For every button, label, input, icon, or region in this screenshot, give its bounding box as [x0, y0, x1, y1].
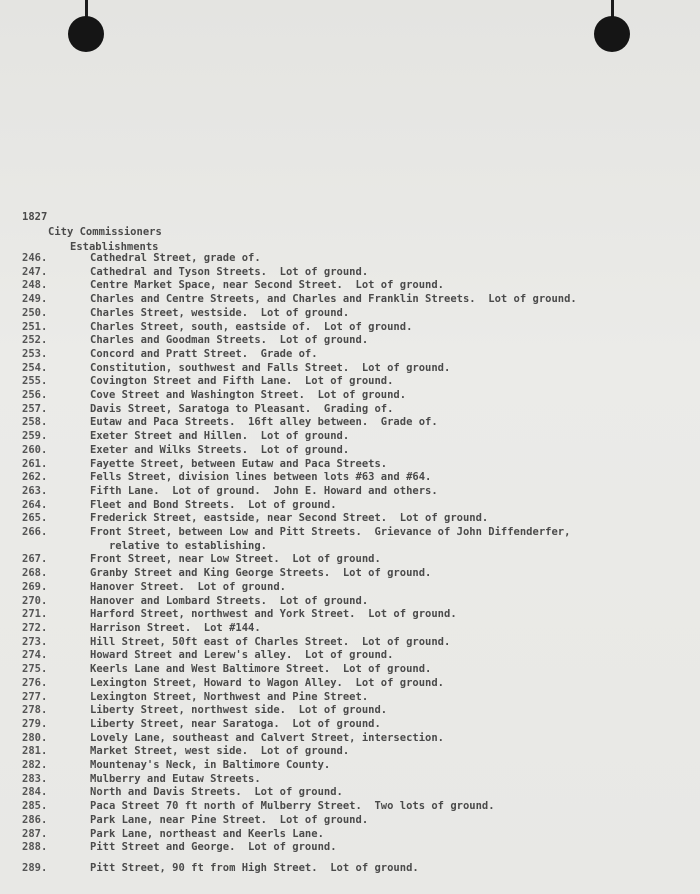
entry-text: Fifth Lane. Lot of ground. John E. Howard and others. — [90, 484, 438, 497]
entry-number: 284. — [22, 786, 48, 799]
list-item — [22, 814, 682, 828]
entry-spacer — [22, 855, 682, 862]
entry-number: 249. — [22, 293, 48, 306]
list-item — [22, 279, 682, 293]
entry-text: Covington Street and Fifth Lane. Lot of ground. — [90, 375, 394, 388]
list-item — [22, 362, 682, 376]
list-item — [22, 608, 682, 622]
entry-text: Charles and Goodman Streets. Lot of ground. — [90, 334, 369, 347]
entry-number: 287. — [22, 827, 48, 840]
list-item — [22, 649, 682, 663]
list-item — [22, 307, 682, 321]
punch-hole-left — [68, 16, 104, 52]
entry-number: 272. — [22, 621, 48, 634]
entry-number: 276. — [22, 676, 48, 689]
list-item — [22, 293, 682, 307]
list-item — [22, 581, 682, 595]
list-item — [22, 786, 682, 800]
list-item — [22, 444, 682, 458]
entry-number: 250. — [22, 306, 48, 319]
entry-text: Exeter Street and Hillen. Lot of ground. — [90, 430, 350, 443]
entry-number: 273. — [22, 635, 48, 648]
list-item — [22, 553, 682, 567]
list-item — [22, 800, 682, 814]
entry-text: Liberty Street, northwest side. Lot of ground. — [90, 704, 388, 717]
entry-number: 269. — [22, 580, 48, 593]
list-item — [22, 622, 682, 636]
entry-number: 251. — [22, 320, 48, 333]
entry-number: 277. — [22, 690, 48, 703]
entry-number: 256. — [22, 389, 48, 402]
entry-text: Exeter and Wilks Streets. Lot of ground. — [90, 443, 350, 456]
entry-number: 270. — [22, 594, 48, 607]
entry-number: 278. — [22, 704, 48, 717]
entry-number: 259. — [22, 430, 48, 443]
entry-number: 279. — [22, 717, 48, 730]
entry-number: 285. — [22, 800, 48, 813]
entry-number: 289. — [22, 861, 48, 874]
entry-text: Park Lane, northeast and Keerls Lane. — [90, 827, 324, 840]
entry-text: Charles Street, westside. Lot of ground. — [90, 306, 350, 319]
list-item — [22, 862, 682, 876]
list-item — [22, 348, 682, 362]
document-header — [22, 210, 162, 255]
entry-text: Hill Street, 50ft east of Charles Street. Lot of ground. — [90, 635, 451, 648]
list-item — [22, 499, 682, 513]
entry-number: 262. — [22, 471, 48, 484]
list-item — [22, 595, 682, 609]
list-item — [22, 252, 682, 266]
list-item — [22, 704, 682, 718]
entry-text: Front Street, near Low Street. Lot of ground. — [90, 553, 381, 566]
entry-number — [22, 540, 90, 554]
entry-number: 271. — [22, 608, 48, 621]
list-item — [22, 416, 682, 430]
entry-text: Front Street, between Low and Pitt Streets. Grievance of John Diffenderfer, — [90, 526, 571, 539]
header-section: Establishments — [70, 241, 159, 253]
entry-text: Charles Street, south, eastside of. Lot of ground. — [90, 320, 413, 333]
entry-number: 268. — [22, 567, 48, 580]
entry-number: 264. — [22, 498, 48, 511]
entry-text: Fells Street, division lines between lots #63 and #64. — [90, 471, 432, 484]
list-item — [22, 403, 682, 417]
entry-number: 247. — [22, 265, 48, 278]
entry-text: Pitt Street, 90 ft from High Street. Lot of ground. — [90, 861, 419, 874]
entry-text: Frederick Street, eastside, near Second Street. Lot of ground. — [90, 512, 489, 525]
entry-text: Park Lane, near Pine Street. Lot of ground. — [90, 813, 369, 826]
entry-text: Lexington Street, Northwest and Pine Street. — [90, 690, 369, 703]
entry-number: 260. — [22, 443, 48, 456]
entry-number: 248. — [22, 279, 48, 292]
entry-number: 266. — [22, 526, 48, 539]
entry-number: 267. — [22, 553, 48, 566]
entry-text: Cove Street and Washington Street. Lot of ground. — [90, 389, 407, 402]
entry-number: 254. — [22, 361, 48, 374]
list-item — [22, 567, 682, 581]
list-item — [22, 321, 682, 335]
header-year: 1827 — [22, 211, 48, 223]
list-item — [22, 828, 682, 842]
entry-number: 283. — [22, 772, 48, 785]
entry-text: Granby Street and King George Streets. Lot of ground. — [90, 567, 432, 580]
entry-text: Mulberry and Eutaw Streets. — [90, 772, 261, 785]
entry-number: 258. — [22, 416, 48, 429]
entry-list — [22, 252, 682, 876]
entry-text: Paca Street 70 ft north of Mulberry Street. Two lots of ground. — [90, 800, 495, 813]
entry-text: Concord and Pratt Street. Grade of. — [90, 347, 318, 360]
entry-text: relative to establishing. — [90, 539, 268, 552]
entry-text: North and Davis Streets. Lot of ground. — [90, 786, 343, 799]
list-item — [22, 540, 682, 554]
entry-text: Hanover and Lombard Streets. Lot of ground. — [90, 594, 369, 607]
list-item — [22, 430, 682, 444]
entry-text: Hanover Street. Lot of ground. — [90, 580, 286, 593]
header-department: City Commissioners — [48, 226, 162, 238]
entry-number: 255. — [22, 375, 48, 388]
entry-text: Cathedral Street, grade of. — [90, 252, 261, 264]
entry-number: 261. — [22, 457, 48, 470]
list-item — [22, 266, 682, 280]
entry-text: Keerls Lane and West Baltimore Street. Lot of ground. — [90, 663, 432, 676]
list-item — [22, 526, 682, 540]
entry-number: 263. — [22, 484, 48, 497]
entry-text: Fleet and Bond Streets. Lot of ground. — [90, 498, 337, 511]
entry-text: Pitt Street and George. Lot of ground. — [90, 841, 337, 854]
entry-text: Centre Market Space, near Second Street. Lot of ground. — [90, 279, 445, 292]
list-item — [22, 663, 682, 677]
entry-text: Lovely Lane, southeast and Calvert Street, intersection. — [90, 731, 445, 744]
list-item — [22, 773, 682, 787]
entry-number: 286. — [22, 813, 48, 826]
entry-text: Harrison Street. Lot #144. — [90, 621, 261, 634]
entry-number: 288. — [22, 841, 48, 854]
entry-text: Howard Street and Lerew's alley. Lot of ground. — [90, 649, 394, 662]
list-item — [22, 732, 682, 746]
entry-text: Fayette Street, between Eutaw and Paca Streets. — [90, 457, 388, 470]
entry-text: Eutaw and Paca Streets. 16ft alley between. Grade of. — [90, 416, 438, 429]
list-item — [22, 745, 682, 759]
entry-text: Mountenay's Neck, in Baltimore County. — [90, 759, 331, 772]
entry-number: 257. — [22, 402, 48, 415]
list-item — [22, 691, 682, 705]
entry-number: 246. — [22, 252, 48, 264]
list-item — [22, 841, 682, 855]
entry-number: 281. — [22, 745, 48, 758]
entry-number: 265. — [22, 512, 48, 525]
list-item — [22, 759, 682, 773]
list-item — [22, 718, 682, 732]
list-item — [22, 471, 682, 485]
punch-hole-right — [594, 16, 630, 52]
entry-number: 282. — [22, 759, 48, 772]
entry-number: 253. — [22, 347, 48, 360]
entry-text: Liberty Street, near Saratoga. Lot of ground. — [90, 717, 381, 730]
entry-number: 280. — [22, 731, 48, 744]
list-item — [22, 334, 682, 348]
entry-text: Charles and Centre Streets, and Charles and Franklin Streets. Lot of ground. — [90, 293, 577, 306]
entry-text: Market Street, west side. Lot of ground. — [90, 745, 350, 758]
list-item — [22, 485, 682, 499]
entry-text: Lexington Street, Howard to Wagon Alley. Lot of ground. — [90, 676, 445, 689]
entry-text: Davis Street, Saratoga to Pleasant. Grading of. — [90, 402, 394, 415]
list-item — [22, 636, 682, 650]
entry-text: Constitution, southwest and Falls Street. Lot of ground. — [90, 361, 451, 374]
list-item — [22, 512, 682, 526]
entry-text: Cathedral and Tyson Streets. Lot of ground. — [90, 265, 369, 278]
entry-text: Harford Street, northwest and York Street. Lot of ground. — [90, 608, 457, 621]
entry-number: 275. — [22, 663, 48, 676]
list-item — [22, 458, 682, 472]
entry-number: 274. — [22, 649, 48, 662]
entry-number: 252. — [22, 334, 48, 347]
list-item — [22, 375, 682, 389]
list-item — [22, 677, 682, 691]
list-item — [22, 389, 682, 403]
